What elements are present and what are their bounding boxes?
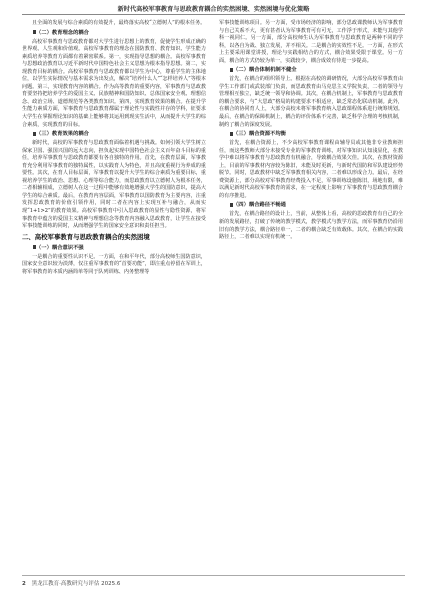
section-heading-awareness: （一）耦合意识不强 bbox=[22, 244, 206, 253]
section-heading-effect: （三）教育效果的耦合 bbox=[22, 130, 206, 139]
left-column bbox=[22, 20, 206, 276]
chapter-heading-dilemma: 二、高校军事教育与思政教育耦合的实然困境 bbox=[22, 232, 150, 241]
page-number: 2 bbox=[22, 581, 26, 587]
awareness-paragraph: 一是耦合的重要性认识不足。一方面，在和平年代，部分高校师生国防意识，国家安全意识较为淡薄，仅注重军事教育的“首要功能”，即注重点停留在军训上，将军事教育的本质内涵简单等同于队列训练、内务整理等 bbox=[22, 253, 206, 275]
paths-paragraph: 首先，在耦合路径的设计上，当前，从整体上看，高校的思政教育有自己的全新的发展路径，打破了传统的教学模式，教学模式与教学方法，而军事教育仍沿用旧有的教学方法，耦合路径单一，二者的耦合缺乏有效载体。其次，在耦合的实践路径上，二者难以实现有机统一。 bbox=[219, 211, 403, 241]
resources-paragraph: 首先，在耦合资源上，不少高校军事教育课程由辅导员或其他非专业教师担任，而这些教师大部分未接受专业的军事教育训练，对军事知识认知浅显化，在教学中难以将军事教育与思政教育有机融合，导致耦合效果欠佳。其次，在教材资源上，目前的军事教材内容较为陈旧，未能及时更新，与新时代国防和军队建设形势脱节。同时，思政教材中缺乏军事教育相关内容，二者难以形成合力。最后，在经费资源上，部分高校对军事教育经费投入不足，军事训练设施陈旧，场地有限，难以满足新时代高校军事教育的需求，在一定程度上影响了军事教育与思政教育耦合的有序推进。 bbox=[219, 140, 403, 199]
section-heading-mechanism: （二）耦合体制机制不健全 bbox=[219, 66, 403, 75]
journal-name: 黑龙江教育·高教研究与评估 bbox=[31, 581, 100, 587]
issue-date: 2025.6 bbox=[101, 581, 121, 587]
page-footer bbox=[22, 575, 405, 587]
running-header: 新时代高校军事教育与思政教育耦合的实然困境、实然困境与优化策略 bbox=[117, 6, 310, 13]
header-divider bbox=[22, 14, 405, 15]
section-heading-resources: （三）耦合资源不均衡 bbox=[219, 130, 403, 139]
mechanism-paragraph: 首先，在耦合的组织领导上。根据在高校的调研情况，大部分高校军事教育由学生工作部门或武装部门负责，而思政教育由马克思主义学院负责，二者的领导与管理相互独立，缺乏统一领导和协调。其次，在耦合机制上，军事教育与思政教育的耦合要求，与“大思政”格局的构建要求不相适应，缺乏常态化联动机制。此外，在耦合的协同育人上，大部分高校未将军事教育纳入思政课程体系进行统筹规划。最后，在耦合的保障机制上，耦合的评价体系不完善，缺乏科学合理的考核机制，制约了耦合的深度发展。 bbox=[219, 76, 403, 128]
section-heading-concept: （二）教育理念的耦合 bbox=[22, 29, 206, 38]
effect-paragraph: 新时代，高校的军事教育与思政教育面临着机遇与挑战。如何引领大学生树立保家卫国、强国兴国的远大志向，担负起实现中国特色社会主义百年奋斗目标的重任，培养军事教育与思政教育都要有各自独特的作用。首先，在教育层面，军事教育充分利用军事教育的独特属性，以实践育人为特色，并且高度重视行为养成的重要性。其次，在育人目标层面，军事教育以提升大学生的综合素质为重要目标，重视培养学生的政治、思想、心理等综合能力，而思政教育以立德树人为根本任务，二者相辅相成，立德树人在这一过程中能够有效地增强大学生的国防意识，提高大学生的综合素质。最后，在教育内容层面，军事教育以国防教育为主要内容，注重发挥思政教育的价值引领作用，同时二者在内容上实现互补与融合，从而实现“1+1>2”的教育效果。高校军事教育中引入思政教育的显性与隐性资源，将军事教育中蕴含的爱国主义精神与理想信念等教育内容融入思政教育，让学生在接受军事技能训练的同时，从而增强学生的国家安全意识和责任担当。 bbox=[22, 140, 206, 230]
right-column bbox=[219, 20, 403, 242]
section-heading-paths: （四）耦合路径不畅通 bbox=[219, 201, 403, 210]
intro-paragraph: 且全面的发展与综合素质的有效提升，最终落实高校“立德树人”的根本任务。 bbox=[32, 20, 206, 26]
concept-paragraph: 高校军事教育与思政教育都对大学生进行思想上的教育，促使学生形成正确的世界观、人生观和价值观。高校军事教育的理念在国防教育、教育知识、学生能力素质培养等教育方面都有着紧密联系。第一，实现指导思想的耦合。高校军事教育与思想政治教育以习近平新时代中国特色社会主义思想为根本指导思想。第二，实现教育目标的耦合。高校军事教育与思政教育都以学生为中心，尊重学生的主体地位，以学生实际情况与基本需求为出发点，解决“培养什么人”“怎样培养人”等根本问题。第三，实现教育内容的耦合。作为高等教育的重要内容，军事教育与思政教育要坚持把培养学生的爱国主义、民族精神和国防知识、总体国家安全观、理想信念、政治立场、道德规范等各类教育知识。第四，实现教育效果的耦合。在提升学生能力素质方面，军事教育与思政教育都属于理论性与实践性并存的学科，征要求大学生在掌握理论知识的基础上能够将其运用到现实生活中，从而提升大学生的综合素质，实现教育的目标。 bbox=[22, 38, 206, 128]
awareness-continued: 军事技能训练项目。另一方面，受市场经济的影响，部分思政课教师认为军事教育与自己关系不大，更有甚者认为军事教育可有可无，工作浮于形式，未能与其他学科一视同仁。另一方面，部分高校师生认为军事教育与思政教育是两种不同的学科，以各自为战、独立发展，并不相关。二是耦合的实效性不足。一方面，在形式上主要采用课堂讲授，理论与实践相结合的方式，耦合效果受限于课堂。另一方面，耦合的方式仍较为单一，实践较少，耦合成效有待进一步提高。 bbox=[219, 20, 403, 64]
